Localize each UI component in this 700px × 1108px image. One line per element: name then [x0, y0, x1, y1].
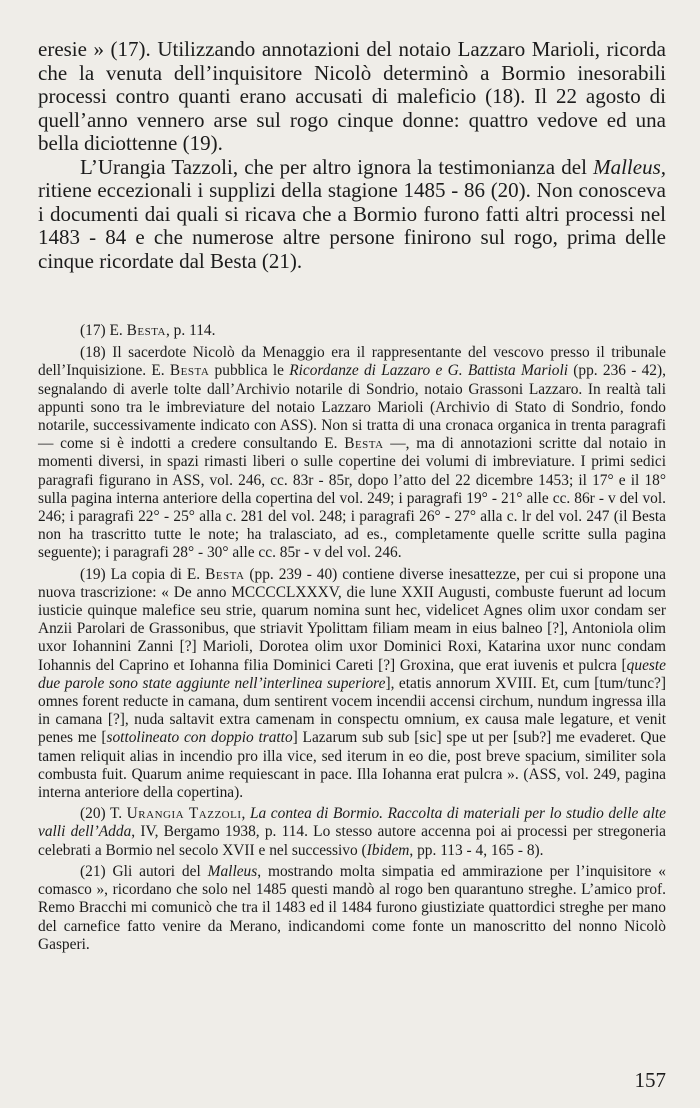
- main-paragraph-2: [38, 156, 666, 274]
- footnote-20-text-d: , pp. 113 - 4, 165 - 8).: [409, 841, 544, 859]
- main-paragraph-2-end: ritiene eccezionali i supplizi della stagione 1485 - 86 (20). Non conosceva i documenti dai quali si ricava che a Bormio furono fatti altri processi nel 1483 - 84 e che numerose altre persone finirono sul rogo, prima delle cinque ricordate dal Besta (21).: [38, 178, 666, 273]
- footnote-19: [38, 566, 666, 803]
- footnote-19-text-c: ], etatis annorum XVIII. Et, cum [tum/tunc?] omnes forent reducte in camana, dum sentirent vocem incendii accensi circhum, nundum ingressa illa in camana [?], nuda saltavit extra camenam in conspectu omnium, ex causa male legature, et venit penes me [: [38, 674, 666, 747]
- main-paragraph-2-start: L’Urangia Tazzoli, che per altro ignora la testimonianza del: [80, 154, 594, 179]
- footnote-18-text-d: —, ma di annotazioni scritte dal notaio in momenti diversi, in spazi rimasti liberi o sulle copertine dei volumi di imbreviature. I primi sedici paragrafi figurano in ASS, vol. 246, cc. 83r - 85r, dopo l’atto del 22 dicembre 1453; il 17° e il 18° sulla pagina interna anteriore della copertina del vol. 249; i paragrafi 19° - 21° alle cc. 86r - v del vol. 246; i paragrafi 22° - 25° alla c. 281 del vol. 248; i paragrafi 26° - 27° alla c. lr del vol. 247 (il Besta non ha trascritto tutte le note; ha tralasciato, ad es., completamente quelle scritte sulla pagina seguente); i paragrafi 28° - 30° alle cc. 85r - v del vol. 246.: [38, 435, 666, 562]
- author-name: Besta: [126, 322, 166, 339]
- footnotes: [38, 322, 666, 957]
- malleus-title: Malleus,: [593, 154, 666, 179]
- footnote-18: [38, 344, 666, 562]
- malleus-title: Malleus: [207, 862, 258, 880]
- footnote-18-text-a: (18) Il sacerdote Nicolò da Menaggio era il rappresentante del vescovo presso il tribunale dell’Inquisizione. E.: [38, 344, 666, 380]
- author-name: Besta: [169, 362, 210, 380]
- main-text: [38, 38, 666, 273]
- footnote-20-text-c: , IV, Bergamo 1938, p. 114. Lo stesso autore accenna poi ai processi per stregoneria celebrati a Bormio nel secolo XVII e nel successivo (: [38, 823, 666, 859]
- footnote-17-text: (17) E.: [80, 322, 127, 339]
- editorial-note: queste due parole sono state aggiunte nell’interlinea superiore: [38, 656, 666, 692]
- footnote-21: [38, 863, 666, 954]
- separator: ,: [241, 805, 250, 823]
- author-name: Besta: [344, 435, 384, 453]
- footnote-21-text-a: (21) Gli autori del: [80, 862, 208, 880]
- footnote-21-text-b: , mostrando molta simpatia ed ammirazione per l’inquisitore « comasco », ricordano che solo nel 1485 questi mandò al rogo ben quarantuno streghe. L’amico prof. Remo Bracchi mi comunicò che tra il 1483 ed il 1484 furono giustiziate quattordici streghe per mano del carnefice fatto venire da Merano, indicandomi come fonte un manoscritto del nonno Nicolò Gasperi.: [38, 862, 666, 953]
- author-name: Besta: [205, 565, 245, 583]
- footnote-19-text-a: (19) La copia di E.: [80, 565, 206, 583]
- footnote-19-text-b: (pp. 239 - 40) contiene diverse inesattezze, per cui si propone una nuova trascrizione: « De anno MCCCCLXXXV, die lune XXII Augusti, combuste fuerunt ad locum iusticie quinque malefice seu strie, quarum nomina sunt hec, videlicet Agnes olim uxor condam ser Anzii Parolari de Grassonibus, que striavit Ypolittam filiam meam in eius balneo [?], Antoniola olim uxor Iohannini Zanni [?] Marioli, Dorotea olim uxor Dominici Roxi, Katarina uxor nunc condam Iohannis del Caprino et Iohanna filia Dominici Careti [?] Groxina, que erat iuvenis et pulcra [: [38, 565, 666, 674]
- footnote-18-text-b: pubblica le: [209, 362, 290, 380]
- footnote-19-text-d: ] Lazarum sub sub [sic] spe ut per [sub?] me evaderet. Que tamen reliquit alias in incendio pro illa vice, sed iterum in eo die, post breve spacium, similiter sola combusta fuit. Quarum anime requiescant in pace. Illa Iohanna erat pulcra ». (ASS, vol. 249, pagina interna anteriore della copertina).: [38, 729, 666, 802]
- page-number: 157: [634, 1068, 666, 1092]
- work-title: Ricordanze di Lazzaro e G. Battista Marioli: [289, 362, 568, 380]
- author-name: Urangia Tazzoli: [126, 805, 242, 823]
- footnote-20-text-a: (20) T.: [80, 805, 127, 823]
- editorial-note: sottolineato con doppio tratto: [106, 729, 293, 747]
- footnote-17: [38, 322, 666, 340]
- ibidem: Ibidem: [366, 841, 410, 859]
- footnote-17-ref: , p. 114.: [165, 322, 216, 339]
- footnote-18-text-c: (pp. 236 - 42), segnalando di averle tolte dall’Archivio notarile di Sondrio, notaio Grassoni Lazzaro. In realtà tali appunti sono tra le imbreviature del notaio Lazzaro Marioli (Archivio di Stato di Sondrio, fondo notarile, successivamente indicato con ASS). Non si tratta di una cronaca organica in trenta paragrafi — come si è indotti a credere consultando E.: [38, 362, 666, 453]
- footnote-20: [38, 805, 666, 860]
- work-title: La contea di Bormio. Raccolta di materiali per lo studio delle alte valli dell’Adda: [38, 805, 666, 841]
- main-paragraph-1: eresie » (17). Utilizzando annotazioni del notaio Lazzaro Marioli, ricorda che la venuta dell’inquisitore Nicolò determinò a Bormio inesorabili processi contro quanti erano accusati di maleficio (18). Il 22 agosto di quell’anno vennero arse sul rogo cinque donne: quattro vedove ed una bella diciottenne (19).: [38, 37, 666, 155]
